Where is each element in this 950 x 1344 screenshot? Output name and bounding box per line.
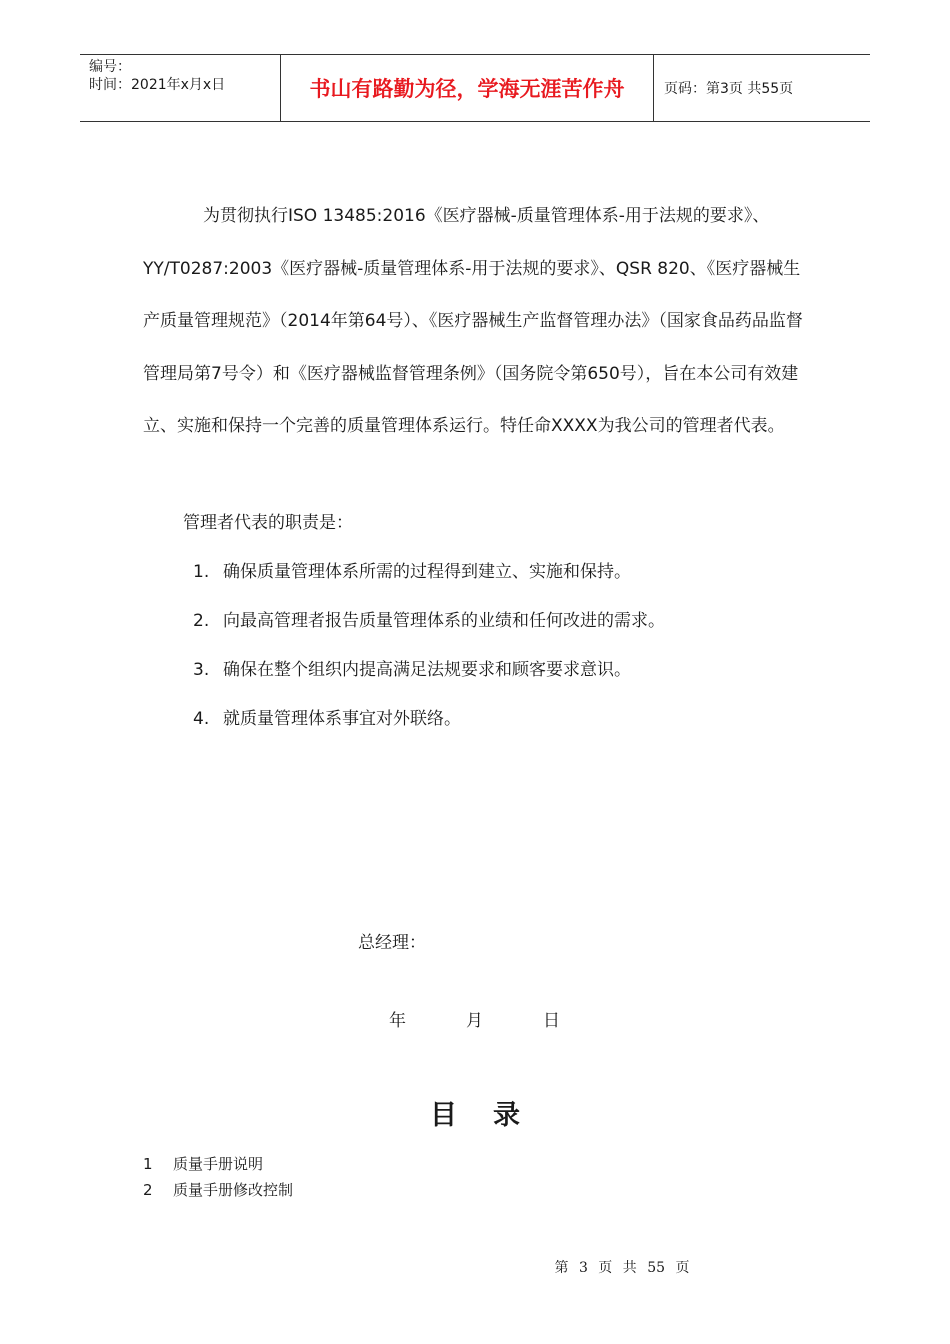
toc-item-text: 质量手册说明 <box>173 1155 264 1173</box>
document-number-label: 编号： <box>89 59 131 75</box>
toc-item-text: 质量手册修改控制 <box>173 1181 294 1199</box>
duty-item <box>193 606 665 636</box>
page-header <box>80 54 870 122</box>
duty-number: 2. <box>193 611 210 631</box>
toc-item <box>143 1153 263 1175</box>
signature-day: 日 <box>543 1011 560 1031</box>
signature-year: 年 <box>389 1011 406 1031</box>
duty-item <box>193 557 631 587</box>
duties-title: 管理者代表的职责是： <box>183 513 353 533</box>
appointment-paragraph-text: 为贯彻执行ISO 13485:2016《医疗器械-质量管理体系-用于法规的要求》、YY/T0287:2003《医疗器械-质量管理体系-用于法规的要求》、QSR 820、《医疗器械生产质量管理规范》（2014年第64号）、《医疗器械生产监督管理办法》（国家食品药品监督管理局第7号令）和《医疗器械监督管理条例》（国务院令第650号），旨在本公司有效建立、实施和保持一个完善的质量管理体系运行。特任命XXXX为我公司的管理者代表。 <box>143 206 803 436</box>
header-page-info: 页码：第3页 共55页 <box>664 81 794 97</box>
toc-item <box>143 1179 293 1201</box>
toc-item-number: 2 <box>143 1181 153 1199</box>
duty-text: 确保在整个组织内提高满足法规要求和顾客要求意识。 <box>223 660 631 680</box>
duty-text: 确保质量管理体系所需的过程得到建立、实施和保持。 <box>223 562 631 582</box>
duty-item <box>193 704 461 734</box>
duty-text: 就质量管理体系事宜对外联络。 <box>223 709 461 729</box>
duty-number: 3. <box>193 660 210 680</box>
duty-number: 1. <box>193 562 210 582</box>
appointment-paragraph <box>143 190 813 453</box>
toc-item-number: 1 <box>143 1155 153 1173</box>
toc-title: 目录 <box>430 1100 556 1131</box>
general-manager-signature-label: 总经理： <box>358 933 426 953</box>
duty-number: 4. <box>193 709 210 729</box>
page-footer: 第 3 页 共 55 页 <box>554 1260 690 1276</box>
header-motto: 书山有路勤为径，学海无涯苦作舟 <box>281 55 654 121</box>
signature-month: 月 <box>466 1011 483 1031</box>
duty-text: 向最高管理者报告质量管理体系的业绩和任何改进的需求。 <box>223 611 665 631</box>
header-meta <box>80 55 281 121</box>
duty-item <box>193 655 631 685</box>
document-date-label: 时间：2021年x月x日 <box>89 77 226 93</box>
